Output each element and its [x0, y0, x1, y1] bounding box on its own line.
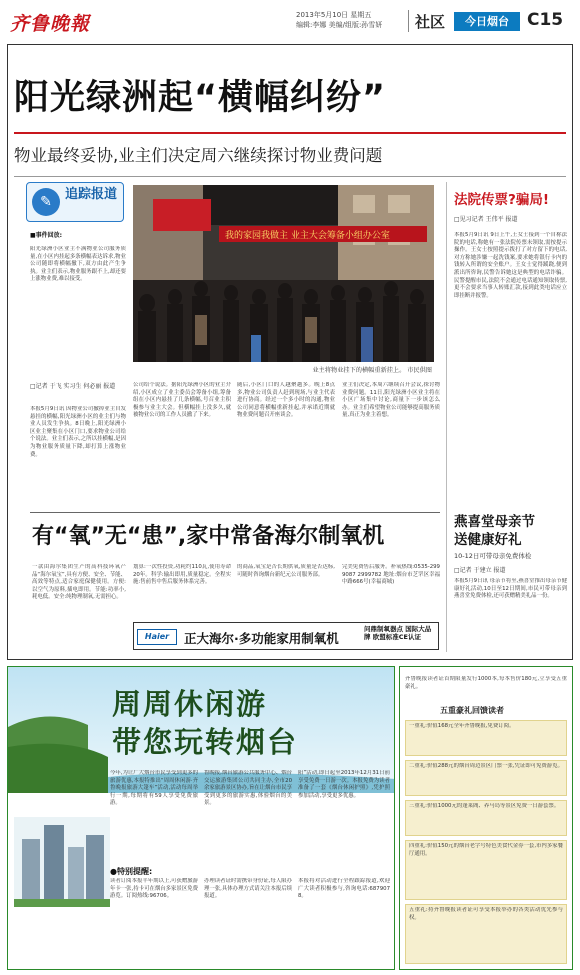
brief-headline-2b: 送健康好礼: [454, 532, 522, 548]
page-header: [0, 0, 580, 44]
prize-text: 五重礼:持齐鲁晚报读者证可享受本报举办的各类活动优先参与权。: [409, 907, 563, 921]
news-photo: [133, 185, 434, 362]
photo-caption: 业主将物业挂下的横幅重新挂上。 市民供图: [312, 367, 432, 374]
page-number: C15: [527, 10, 564, 30]
leisure-column-2: 鲁晚报,烟台旅游公共服务中心、烟台交运旅游集团公司共同主办,全市20余家旅游景区协办,旨在让烟台市民享受到更多的旅游实惠,体验烟台的美景。: [204, 770, 292, 807]
issue-date: 2013年5月10日 星期五: [296, 11, 372, 19]
top-story-column-1: 本报5月9日讯 因物业公司撤掉业主自发悬挂的横幅,阳光绿洲小区的业主们与物业人员发生争执。8日晚上,阳光绿洲小区业主聚集在小区门口,要求物业公司给个说法。业主们表示,之所以挂横幅,是因为物业服务质量下降,却打算上涨物业费。: [30, 406, 126, 458]
headline-rule: [14, 132, 566, 134]
issue-editors: 编辑:李娜 美编/组版:孙雪妍: [296, 21, 383, 29]
ad-top-rule: [30, 512, 440, 513]
ad-slogan: 正大海尔·多功能家用制氧机: [184, 631, 339, 646]
prize-item: [405, 840, 567, 900]
event-recap-title: ■事件回放:: [30, 232, 63, 239]
prize-item: [405, 800, 567, 836]
leisure-column-6: 本报将对活动进行全程跟踪报道,欢迎广大读者积极参与,咨询电话:6879078。: [298, 878, 390, 900]
prize-text: 一重礼:价值168元全年齐鲁晚报,免费订阅。: [409, 723, 515, 729]
top-story-column-4: 业主们决定,本周六继续召开会议,探讨物业费问题。11日,阳光绿洲小区业主将在小区广场集中讨论,商量下一步该怎么办。业主们希望物业公司能够提高服务质量,真正为业主着想。: [342, 382, 440, 419]
prize-item: [405, 904, 567, 964]
ad-column-2: 划算:一次性投资,功耗约110瓦,使用寿命20年。科学:输出即用,质量稳定。全程实施:售前售中售后服务体系完善。: [133, 564, 231, 586]
photo-banner-text: 我的家园我做主 业主大会筹备小组办公室: [225, 231, 390, 241]
ad-column-3: 的商品,氧宝是否长期供氧,质量是否达标,可随时咨询烟台新纪元公司服务部。: [237, 564, 335, 578]
top-story-byline: □记者 于飞 实习生 何必丽 报道: [30, 383, 116, 390]
leisure-column-1: 今年,为让广大烟台市民享受到更多的旅游优惠,本报特推出“周周休闲游·齐鲁晚报旅游大篷车”活动,活动每周举行一期,每期将有59人享受免费旅游。: [110, 770, 198, 807]
section-name: 社区: [415, 13, 446, 31]
ad-headline: 有“氧”无“患”,家中常备海尔制氧机: [32, 524, 385, 549]
event-recap-body: 阳光绿洲小区业主不满物业公司服务质量,在小区内挂起多条横幅表达诉求,物业公司随即将横幅撤下,双方由此产生争执。业主们表示,物业服务跟不上,却还要上涨物业费,难以接受。: [30, 246, 126, 283]
prize-item: [405, 720, 567, 756]
right-column-divider: [446, 182, 447, 652]
ad-column-4: 完美免费售后服务。补氧热线:0535-2999087 2999782 地址:烟台市芝罘区幸福中路666号(幸福商城): [342, 564, 440, 586]
reader-card-intro: 齐鲁晚报读者证首期限量发行1000本,每本售价180元,立享受五重豪礼。: [405, 676, 567, 690]
brief-body-2: 本报5月9日讯 母亲节将至,燕喜堂推出母亲节健康好礼活动,10日至12日期间,市民可带母亲到燕喜堂免费体检,还可获赠精美礼品一份。: [454, 578, 567, 600]
top-story-headline: 阳光绿洲起“横幅纠纷”: [14, 78, 387, 118]
leisure-column-4: 读者订阅本报半年期以上,可获赠旅游年卡一张,持卡可在烟台多家景区免费游览。订阅热线:96706。: [110, 878, 198, 900]
newspaper-brand: 齐鲁晚報: [10, 13, 91, 35]
prize-text: 四重礼:价值150元的烟台老字号特色美食代金券一套,市内多家餐厅通用。: [409, 843, 563, 857]
prize-text: 三重礼:价值1000元的蓬莱阁、养马岛等景区免费一日游套票。: [409, 803, 560, 809]
prize-text: 二重礼:价值288元的烟台周边景区门票一张,凭证即可免费游览。: [409, 763, 563, 769]
header-divider: [408, 10, 409, 32]
ad-column-1: 一款由海尔集团生产的高科技环氧产品“海尔氧宝”,具有方便、安全、节能、高效等特点,适合家庭保健使用。方便:以空气为原料,插电即用。节能:功率小,耗电低。安全:纯物理制氧,无需担心。: [32, 564, 126, 601]
crowd-photo-illustration: [133, 185, 434, 362]
leisure-column-5: 办理读者证时需携带身份证,每人限办理一张,具体办理方式请关注本报后续报道。: [204, 878, 292, 900]
top-story-subheadline: 物业最终妥协,业主们决定周六继续探讨物业费问题: [14, 146, 383, 165]
special-reminder-title: ●特别提醒:: [110, 867, 153, 876]
city-buildings-illustration: [14, 817, 110, 907]
track-report-badge: [26, 182, 124, 222]
subheadline-rule: [14, 176, 566, 177]
track-report-label: 追踪报道: [65, 187, 118, 202]
brief-byline-1: □见习记者 王伟平 报道: [454, 216, 518, 223]
brief-headline-1: 法院传票?骗局!: [454, 192, 549, 208]
brief-headline-2a: 燕喜堂母亲节: [454, 514, 535, 530]
gift-title: 五重豪礼回馈读者: [440, 706, 504, 715]
issue-info: [296, 10, 404, 30]
top-story-column-2: 公司给个说法。据阳光绿洲小区的业主介绍,小区成立了业主委员会筹备小组,筹备组在小区内悬挂了几条横幅,号召业主积极参与业主大会。但横幅挂上没多久,就被物业公司的工作人员撤了下来。: [133, 382, 231, 419]
brief-body-1: 本报5月9日讯 9日上午,王女士接到一个自称法院的电话,称她有一张法院传票未领取,需按提示操作。王女士按照提示拨打了对方留下的电话,对方称她涉嫌一起洗钱案,要求她将银行卡内的钱转入所谓的安全账户。王女士觉得蹊跷,便到派出所咨询,民警告诉她这是典型的电话诈骗。民警提醒市民,法院不会通过电话通知领取传票,更不会要求当事人转账汇款,接到此类电话应立即挂断并报警。: [454, 232, 567, 299]
ad-certification-text: 问鼎制氧器点 国际大品牌 欧盟标准CE认证: [364, 625, 432, 641]
leisure-headline-line-2: 带您玩转烟台: [112, 725, 299, 759]
ad-banner: [133, 622, 439, 650]
top-story-column-3: 随后,小区门口的人越聚越多。晚上8点多,物业公司负责人赶到现场,与业主代表进行协商。经过一个多小时的沟通,物业公司同意将横幅重新挂起,并承诺近期就物业费问题召开座谈会。: [237, 382, 335, 419]
column-tag: 今日烟台: [454, 12, 520, 31]
haier-logo: Haier: [137, 629, 177, 645]
prize-item: [405, 760, 567, 796]
brief-byline-2: □记者 于建立 报道: [454, 567, 506, 574]
microphone-icon: ✎: [32, 188, 60, 216]
leisure-column-3: 阳”活动,即日起至2013年12月31日前享受免费一日游一次。本报免费为读者准备了一套《烟台休闲护照》,凭护照参加活动,享受更多优惠。: [298, 770, 390, 799]
brief-subheadline-2: 10-12日可带母亲免费体检: [454, 552, 532, 560]
leisure-headline-line-1: 周周休闲游: [112, 687, 268, 721]
